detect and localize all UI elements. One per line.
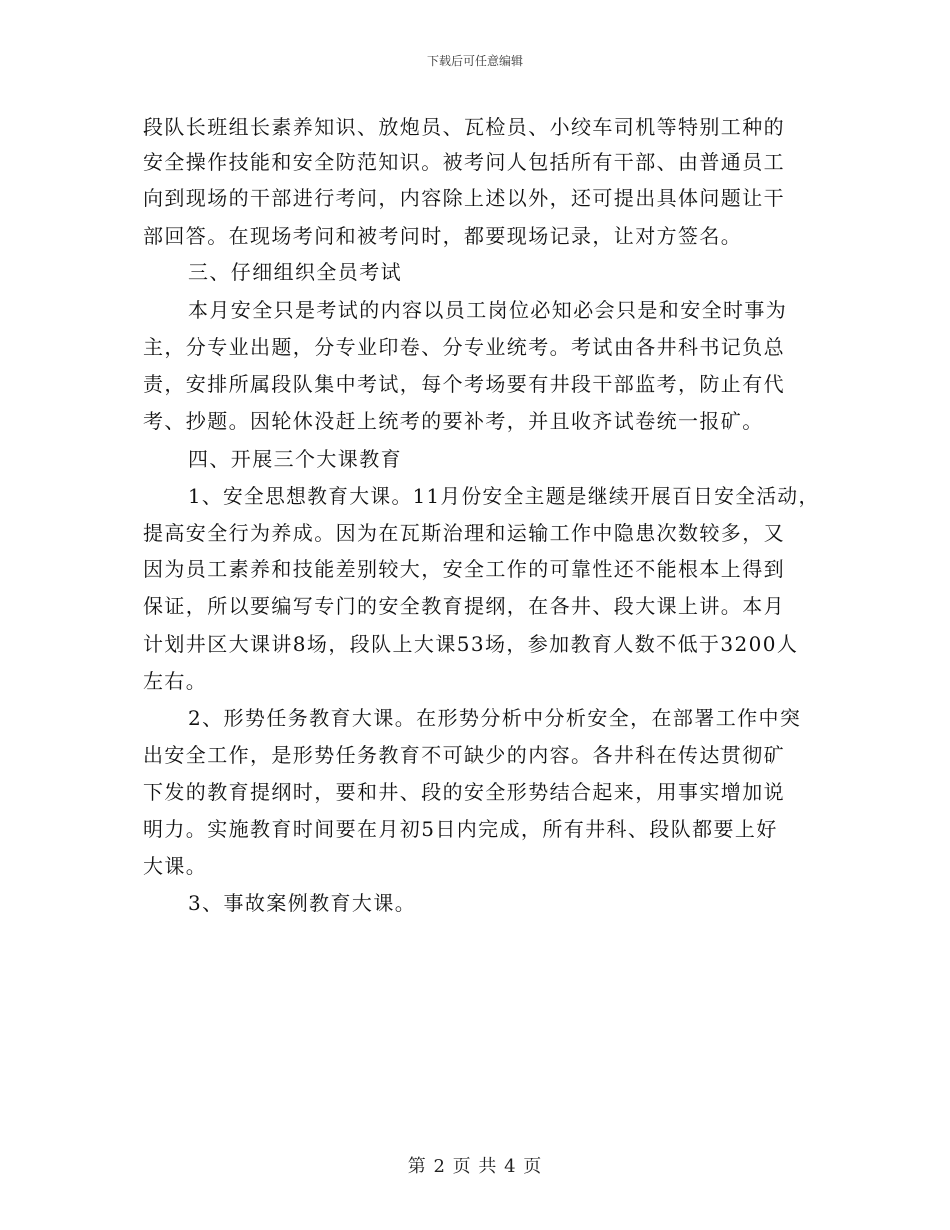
body-line: 部回答。在现场考问和被考问时，都要现场记录，让对方签名。 (143, 224, 743, 248)
body-line: 段队长班组长素养知识、放炮员、瓦检员、小绞车司机等特别工种的 (143, 115, 785, 139)
section-heading: 三、仔细组织全员考试 (188, 260, 402, 284)
body-line: 大课。 (143, 854, 208, 878)
body-line: 下发的教育提纲时，要和井、段的安全形势结合起来，用事实增加说 (143, 780, 785, 804)
body-line: 向到现场的干部进行考问，内容除上述以外，还可提出具体问题让干 (143, 186, 785, 210)
body-line: 考、抄题。因轮休没赶上统考的要补考，并且收齐试卷统一报矿。 (143, 409, 764, 433)
body-line: 明力。实施教育时间要在月初5日内完成，所有井科、段队都要上好 (143, 817, 778, 841)
body-line: 计划井区大课讲8场，段队上大课53场，参加教育人数不低于3200人 (143, 632, 799, 656)
body-line: 3、事故案例教育大课。 (188, 891, 417, 915)
body-line: 主，分专业出题，分专业印卷、分专业统考。考试由各井科书记负总 (143, 335, 785, 359)
body-line: 左右。 (143, 669, 208, 693)
body-line: 本月安全只是考试的内容以员工岗位必知必会只是和安全时事为 (188, 298, 788, 322)
body-line: 安全操作技能和安全防范知识。被考问人包括所有干部、由普通员工 (143, 150, 785, 174)
body-line: 1、安全思想教育大课。11月份安全主题是继续开展百日安全活动， (188, 484, 820, 508)
page-number: 第 2 页 共 4 页 (407, 1156, 543, 1177)
body-line: 2、形势任务教育大课。在形势分析中分析安全，在部署工作中突 (188, 706, 802, 730)
body-line: 出安全工作，是形势任务教育不可缺少的内容。各井科在传达贯彻矿 (143, 743, 785, 767)
body-line: 保证，所以要编写专门的安全教育提纲，在各井、段大课上讲。本月 (143, 594, 785, 618)
body-line: 责，安排所属段队集中考试，每个考场要有井段干部监考，防止有代 (143, 372, 785, 396)
body-line: 提高安全行为养成。因为在瓦斯治理和运输工作中隐患次数较多，又 (143, 521, 785, 545)
page-header: 下载后可任意编辑 (426, 54, 523, 68)
body-line: 因为员工素养和技能差别较大，安全工作的可靠性还不能根本上得到 (143, 557, 785, 581)
section-heading: 四、开展三个大课教育 (188, 447, 402, 471)
